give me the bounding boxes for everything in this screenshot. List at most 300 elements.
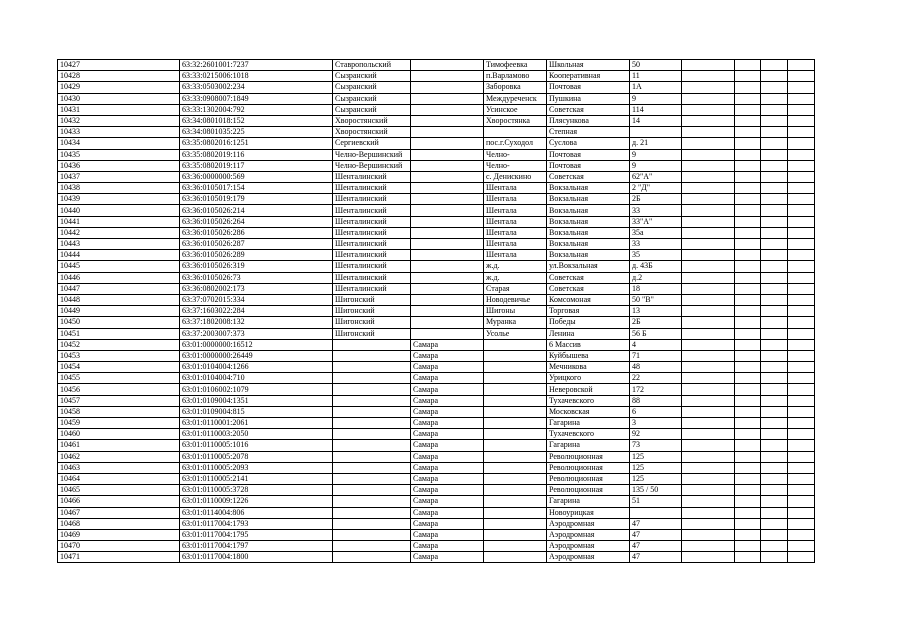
extra-1-cell: [682, 205, 735, 216]
row-number-cell: 10428: [58, 71, 180, 82]
locality-cell: ж.д.: [484, 261, 547, 272]
city-cell: [411, 294, 484, 305]
extra-2-cell: [735, 205, 761, 216]
district-cell: Сызранский: [333, 104, 411, 115]
extra-1-cell: [682, 127, 735, 138]
cadastral-number-cell: 63:32:2601001:7237: [180, 60, 333, 71]
district-cell: Сызранский: [333, 93, 411, 104]
district-cell: Сергиевский: [333, 138, 411, 149]
table-row: [58, 339, 815, 350]
house-cell: 6: [630, 406, 682, 417]
extra-1-cell: [682, 384, 735, 395]
district-cell: [333, 406, 411, 417]
table-row: [58, 216, 815, 227]
street-cell: Гагарина: [547, 440, 630, 451]
locality-cell: Шентала: [484, 239, 547, 250]
row-number-cell: 10451: [58, 328, 180, 339]
cadastral-number-cell: 63:01:0110005:2093: [180, 462, 333, 473]
extra-3-cell: [761, 239, 788, 250]
table-row: [58, 507, 815, 518]
street-cell: Почтовая: [547, 160, 630, 171]
row-number-cell: 10445: [58, 261, 180, 272]
row-number-cell: 10467: [58, 507, 180, 518]
extra-1-cell: [682, 328, 735, 339]
extra-2-cell: [735, 149, 761, 160]
extra-1-cell: [682, 552, 735, 563]
locality-cell: Шентала: [484, 194, 547, 205]
cadastral-number-cell: 63:01:0110009:1226: [180, 496, 333, 507]
locality-cell: Шигоны: [484, 306, 547, 317]
extra-2-cell: [735, 227, 761, 238]
row-number-cell: 10462: [58, 451, 180, 462]
extra-4-cell: [788, 183, 815, 194]
city-cell: [411, 127, 484, 138]
table-row: [58, 149, 815, 160]
extra-1-cell: [682, 418, 735, 429]
cadastral-number-cell: 63:01:0110003:2050: [180, 429, 333, 440]
street-cell: Ленина: [547, 328, 630, 339]
row-number-cell: 10436: [58, 160, 180, 171]
cadastral-number-cell: 63:36:0105026:287: [180, 239, 333, 250]
city-cell: [411, 328, 484, 339]
extra-4-cell: [788, 507, 815, 518]
locality-cell: ж.д.: [484, 272, 547, 283]
district-cell: Челно-Вершинский: [333, 149, 411, 160]
district-cell: [333, 485, 411, 496]
extra-2-cell: [735, 194, 761, 205]
locality-cell: Старая: [484, 283, 547, 294]
house-cell: 88: [630, 395, 682, 406]
cadastral-number-cell: 63:33:0908007:1849: [180, 93, 333, 104]
row-number-cell: 10441: [58, 216, 180, 227]
city-cell: [411, 239, 484, 250]
extra-4-cell: [788, 250, 815, 261]
table-row: [58, 205, 815, 216]
city-cell: [411, 93, 484, 104]
row-number-cell: 10448: [58, 294, 180, 305]
extra-2-cell: [735, 440, 761, 451]
street-cell: Революционная: [547, 451, 630, 462]
house-cell: д. 43Б: [630, 261, 682, 272]
cadastral-number-cell: 63:01:0117004:1795: [180, 529, 333, 540]
extra-4-cell: [788, 261, 815, 272]
cadastral-number-cell: 63:01:0104004:710: [180, 373, 333, 384]
row-number-cell: 10465: [58, 485, 180, 496]
house-cell: 18: [630, 283, 682, 294]
row-number-cell: 10468: [58, 518, 180, 529]
extra-2-cell: [735, 362, 761, 373]
extra-3-cell: [761, 171, 788, 182]
house-cell: 2 "Д": [630, 183, 682, 194]
row-number-cell: 10444: [58, 250, 180, 261]
district-cell: [333, 541, 411, 552]
city-cell: Самара: [411, 541, 484, 552]
extra-1-cell: [682, 104, 735, 115]
cadastral-number-cell: 63:36:0105019:179: [180, 194, 333, 205]
district-cell: Ставропольский: [333, 60, 411, 71]
table-row: [58, 373, 815, 384]
house-cell: 73: [630, 440, 682, 451]
district-cell: Шенталинский: [333, 171, 411, 182]
street-cell: Тухачевского: [547, 395, 630, 406]
extra-2-cell: [735, 451, 761, 462]
extra-4-cell: [788, 451, 815, 462]
city-cell: [411, 261, 484, 272]
extra-2-cell: [735, 462, 761, 473]
locality-cell: Новодевичье: [484, 294, 547, 305]
cadastral-number-cell: 63:34:0801018:152: [180, 115, 333, 126]
extra-3-cell: [761, 485, 788, 496]
locality-cell: [484, 440, 547, 451]
locality-cell: [484, 462, 547, 473]
extra-4-cell: [788, 406, 815, 417]
street-cell: Советская: [547, 283, 630, 294]
table-row: [58, 272, 815, 283]
district-cell: Шенталинский: [333, 283, 411, 294]
table-row: [58, 328, 815, 339]
row-number-cell: 10455: [58, 373, 180, 384]
extra-3-cell: [761, 339, 788, 350]
extra-4-cell: [788, 473, 815, 484]
house-cell: 35а: [630, 227, 682, 238]
house-cell: 13: [630, 306, 682, 317]
district-cell: [333, 395, 411, 406]
extra-4-cell: [788, 138, 815, 149]
house-cell: 2Б: [630, 317, 682, 328]
extra-4-cell: [788, 227, 815, 238]
extra-1-cell: [682, 395, 735, 406]
house-cell: 125: [630, 451, 682, 462]
extra-1-cell: [682, 507, 735, 518]
extra-1-cell: [682, 171, 735, 182]
extra-1-cell: [682, 373, 735, 384]
extra-1-cell: [682, 216, 735, 227]
extra-2-cell: [735, 138, 761, 149]
cadastral-number-cell: 63:01:0110005:2141: [180, 473, 333, 484]
locality-cell: Челно-: [484, 160, 547, 171]
table-row: [58, 261, 815, 272]
city-cell: [411, 194, 484, 205]
extra-3-cell: [761, 440, 788, 451]
extra-1-cell: [682, 306, 735, 317]
row-number-cell: 10449: [58, 306, 180, 317]
extra-1-cell: [682, 473, 735, 484]
street-cell: Суслова: [547, 138, 630, 149]
district-cell: [333, 362, 411, 373]
city-cell: [411, 160, 484, 171]
locality-cell: [484, 395, 547, 406]
district-cell: Шенталинский: [333, 239, 411, 250]
locality-cell: Заборовка: [484, 82, 547, 93]
locality-cell: [484, 552, 547, 563]
extra-1-cell: [682, 485, 735, 496]
city-cell: [411, 205, 484, 216]
city-cell: Самара: [411, 418, 484, 429]
house-cell: 125: [630, 462, 682, 473]
extra-2-cell: [735, 127, 761, 138]
extra-4-cell: [788, 462, 815, 473]
extra-2-cell: [735, 350, 761, 361]
extra-3-cell: [761, 429, 788, 440]
row-number-cell: 10457: [58, 395, 180, 406]
locality-cell: [484, 451, 547, 462]
extra-3-cell: [761, 317, 788, 328]
row-number-cell: 10459: [58, 418, 180, 429]
row-number-cell: 10427: [58, 60, 180, 71]
table-row: [58, 462, 815, 473]
district-cell: Шигонский: [333, 306, 411, 317]
street-cell: Новоурицкая: [547, 507, 630, 518]
city-cell: Самара: [411, 350, 484, 361]
extra-1-cell: [682, 317, 735, 328]
extra-2-cell: [735, 306, 761, 317]
table-row: [58, 60, 815, 71]
city-cell: [411, 250, 484, 261]
cadastral-number-cell: 63:36:0000000:569: [180, 171, 333, 182]
street-cell: Аэродромная: [547, 541, 630, 552]
table-row: [58, 541, 815, 552]
street-cell: Вокзальная: [547, 205, 630, 216]
district-cell: [333, 384, 411, 395]
extra-3-cell: [761, 261, 788, 272]
cadastral-number-cell: 63:35:0802019:116: [180, 149, 333, 160]
extra-4-cell: [788, 384, 815, 395]
city-cell: [411, 317, 484, 328]
extra-2-cell: [735, 171, 761, 182]
row-number-cell: 10470: [58, 541, 180, 552]
cadastral-number-cell: 63:01:0110005:1016: [180, 440, 333, 451]
city-cell: Самара: [411, 462, 484, 473]
row-number-cell: 10435: [58, 149, 180, 160]
table-row: [58, 395, 815, 406]
city-cell: [411, 272, 484, 283]
extra-3-cell: [761, 373, 788, 384]
extra-1-cell: [682, 239, 735, 250]
table-row: [58, 406, 815, 417]
table-row: [58, 71, 815, 82]
extra-3-cell: [761, 518, 788, 529]
city-cell: [411, 227, 484, 238]
row-number-cell: 10456: [58, 384, 180, 395]
row-number-cell: 10442: [58, 227, 180, 238]
house-cell: 135 / 50: [630, 485, 682, 496]
extra-2-cell: [735, 216, 761, 227]
extra-2-cell: [735, 60, 761, 71]
city-cell: Самара: [411, 507, 484, 518]
extra-1-cell: [682, 518, 735, 529]
cadastral-number-cell: 63:33:0215006:1018: [180, 71, 333, 82]
locality-cell: [484, 473, 547, 484]
cadastral-number-cell: 63:37:2003007:373: [180, 328, 333, 339]
row-number-cell: 10433: [58, 127, 180, 138]
cadastral-number-cell: 63:01:0117004:1797: [180, 541, 333, 552]
extra-1-cell: [682, 194, 735, 205]
extra-3-cell: [761, 71, 788, 82]
district-cell: Хворостянский: [333, 115, 411, 126]
cadastral-number-cell: 63:34:0801035:225: [180, 127, 333, 138]
house-cell: 71: [630, 350, 682, 361]
table-row: [58, 529, 815, 540]
house-cell: 92: [630, 429, 682, 440]
street-cell: Вокзальная: [547, 227, 630, 238]
house-cell: 2Б: [630, 194, 682, 205]
house-cell: д.2: [630, 272, 682, 283]
city-cell: Самара: [411, 485, 484, 496]
row-number-cell: 10447: [58, 283, 180, 294]
extra-1-cell: [682, 406, 735, 417]
house-cell: [630, 127, 682, 138]
extra-1-cell: [682, 451, 735, 462]
extra-1-cell: [682, 250, 735, 261]
city-cell: [411, 60, 484, 71]
cadastral-number-cell: 63:36:0105026:286: [180, 227, 333, 238]
table-row: [58, 194, 815, 205]
street-cell: Гагарина: [547, 418, 630, 429]
table-row: [58, 440, 815, 451]
extra-4-cell: [788, 149, 815, 160]
locality-cell: п.Варламово: [484, 71, 547, 82]
extra-3-cell: [761, 283, 788, 294]
extra-4-cell: [788, 429, 815, 440]
city-cell: [411, 149, 484, 160]
locality-cell: Шентала: [484, 216, 547, 227]
city-cell: Самара: [411, 518, 484, 529]
extra-3-cell: [761, 350, 788, 361]
street-cell: Московская: [547, 406, 630, 417]
extra-2-cell: [735, 115, 761, 126]
locality-cell: [484, 373, 547, 384]
cadastral-number-cell: 63:37:1603022:284: [180, 306, 333, 317]
extra-1-cell: [682, 429, 735, 440]
district-cell: [333, 507, 411, 518]
street-cell: Куйбышева: [547, 350, 630, 361]
extra-2-cell: [735, 485, 761, 496]
locality-cell: [484, 339, 547, 350]
extra-2-cell: [735, 518, 761, 529]
row-number-cell: 10466: [58, 496, 180, 507]
row-number-cell: 10432: [58, 115, 180, 126]
extra-1-cell: [682, 71, 735, 82]
table-row: [58, 283, 815, 294]
city-cell: Самара: [411, 429, 484, 440]
table-row: [58, 183, 815, 194]
house-cell: 9: [630, 149, 682, 160]
table-row: [58, 384, 815, 395]
extra-3-cell: [761, 306, 788, 317]
cadastral-number-cell: 63:01:0117004:1800: [180, 552, 333, 563]
district-cell: Шенталинский: [333, 183, 411, 194]
city-cell: [411, 283, 484, 294]
row-number-cell: 10454: [58, 362, 180, 373]
extra-4-cell: [788, 171, 815, 182]
extra-2-cell: [735, 384, 761, 395]
extra-2-cell: [735, 261, 761, 272]
table-row: [58, 239, 815, 250]
district-cell: Шенталинский: [333, 216, 411, 227]
row-number-cell: 10431: [58, 104, 180, 115]
cadastral-number-cell: 63:01:0114004:806: [180, 507, 333, 518]
extra-1-cell: [682, 149, 735, 160]
cadastral-number-cell: 63:36:0105026:289: [180, 250, 333, 261]
street-cell: Пушкина: [547, 93, 630, 104]
district-cell: [333, 440, 411, 451]
district-cell: Шенталинский: [333, 261, 411, 272]
house-cell: 3: [630, 418, 682, 429]
street-cell: Победы: [547, 317, 630, 328]
city-cell: Самара: [411, 395, 484, 406]
extra-4-cell: [788, 127, 815, 138]
table-row: [58, 250, 815, 261]
city-cell: [411, 82, 484, 93]
house-cell: 47: [630, 541, 682, 552]
extra-3-cell: [761, 194, 788, 205]
extra-2-cell: [735, 239, 761, 250]
street-cell: Школьная: [547, 60, 630, 71]
extra-3-cell: [761, 250, 788, 261]
house-cell: 9: [630, 160, 682, 171]
house-cell: 51: [630, 496, 682, 507]
district-cell: [333, 339, 411, 350]
street-cell: Вокзальная: [547, 239, 630, 250]
table-row: [58, 518, 815, 529]
table-row: [58, 93, 815, 104]
district-cell: [333, 429, 411, 440]
extra-3-cell: [761, 473, 788, 484]
extra-1-cell: [682, 339, 735, 350]
table-row: [58, 82, 815, 93]
extra-4-cell: [788, 93, 815, 104]
row-number-cell: 10461: [58, 440, 180, 451]
street-cell: Вокзальная: [547, 250, 630, 261]
extra-3-cell: [761, 406, 788, 417]
table-row: [58, 294, 815, 305]
city-cell: [411, 171, 484, 182]
locality-cell: Шентала: [484, 250, 547, 261]
locality-cell: [484, 485, 547, 496]
extra-4-cell: [788, 306, 815, 317]
street-cell: Вокзальная: [547, 194, 630, 205]
extra-2-cell: [735, 294, 761, 305]
row-number-cell: 10439: [58, 194, 180, 205]
locality-cell: Муранка: [484, 317, 547, 328]
extra-3-cell: [761, 60, 788, 71]
locality-cell: с. Денискино: [484, 171, 547, 182]
extra-4-cell: [788, 350, 815, 361]
extra-4-cell: [788, 82, 815, 93]
street-cell: Вокзальная: [547, 216, 630, 227]
district-cell: Шенталинский: [333, 272, 411, 283]
extra-2-cell: [735, 429, 761, 440]
data-table: [57, 59, 815, 563]
street-cell: Советская: [547, 104, 630, 115]
extra-1-cell: [682, 541, 735, 552]
extra-4-cell: [788, 518, 815, 529]
district-cell: [333, 451, 411, 462]
cadastral-number-cell: 63:37:1802008:132: [180, 317, 333, 328]
extra-2-cell: [735, 71, 761, 82]
extra-3-cell: [761, 507, 788, 518]
row-number-cell: 10463: [58, 462, 180, 473]
extra-1-cell: [682, 160, 735, 171]
extra-2-cell: [735, 496, 761, 507]
extra-4-cell: [788, 160, 815, 171]
locality-cell: [484, 350, 547, 361]
locality-cell: Усинское: [484, 104, 547, 115]
street-cell: Революционная: [547, 485, 630, 496]
extra-4-cell: [788, 216, 815, 227]
extra-2-cell: [735, 473, 761, 484]
house-cell: 33: [630, 239, 682, 250]
